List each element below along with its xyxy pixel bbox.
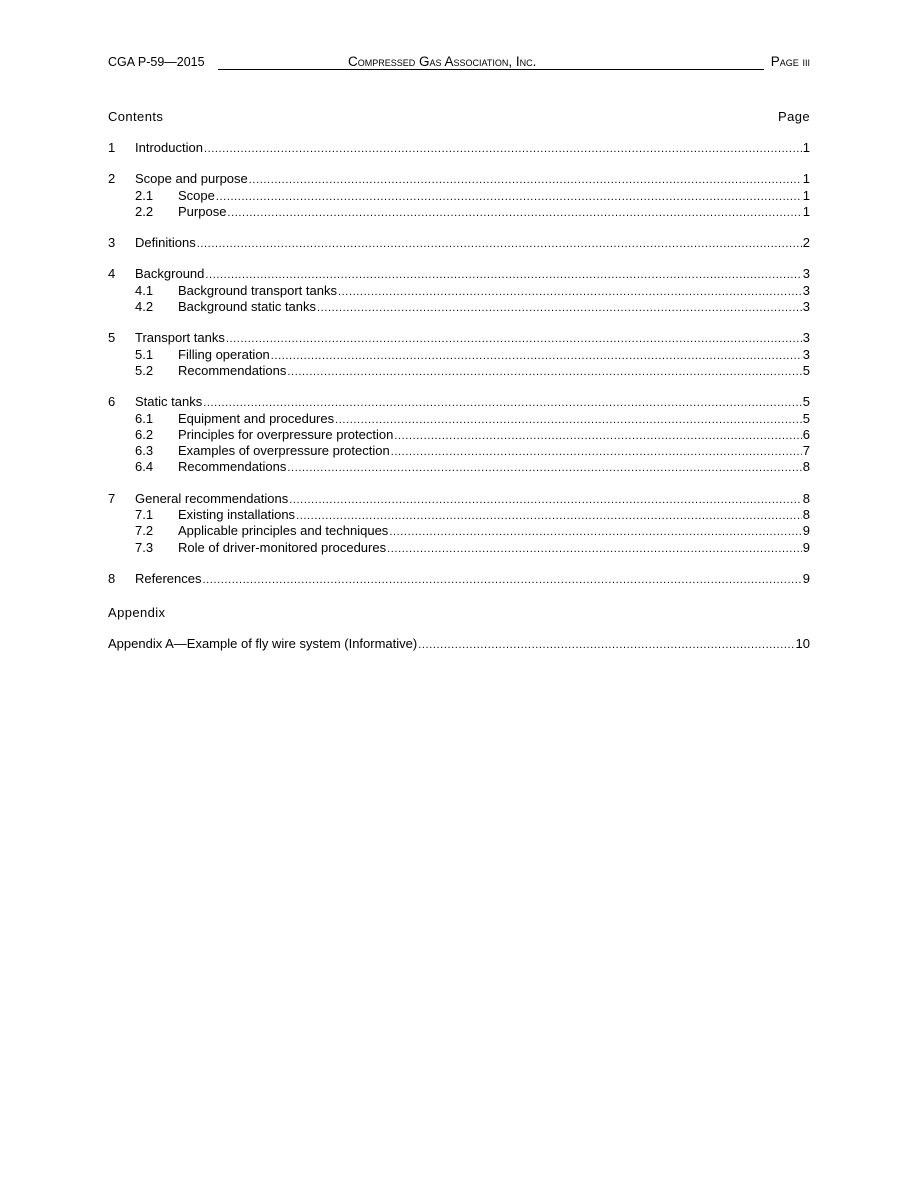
toc-subsection-entry[interactable] [108,523,810,539]
toc-subsection-entry[interactable] [108,459,810,475]
page-column-heading: Page [778,109,810,124]
dot-leader [216,189,802,205]
section-number: 5 [108,330,116,346]
dot-leader [287,364,801,380]
subsection-page: 5 [802,410,810,426]
toc-section-entry[interactable] [108,266,810,282]
subsection-title[interactable]: Filling operation [178,346,270,362]
subsection-page: 8 [802,507,810,523]
section-number: 2 [108,171,116,187]
subsection-page: 3 [802,282,810,298]
subsection-page: 1 [802,187,810,203]
dot-leader [197,236,802,252]
subsection-title[interactable]: Applicable principles and techniques [178,523,389,539]
subsection-number: 6.2 [135,426,154,442]
toc-subsection-entry[interactable] [108,283,810,299]
section-page: 3 [802,266,810,282]
dot-leader [271,348,802,364]
dot-leader [394,428,801,444]
subsection-title[interactable]: Background static tanks [178,299,317,315]
subsection-page: 9 [802,539,810,555]
toc-section-entry[interactable] [108,140,810,156]
section-number: 3 [108,235,116,251]
section-page: 1 [802,140,810,155]
section-spacer [108,556,810,571]
subsection-title[interactable]: Role of driver-monitored procedures [178,539,387,555]
subsection-page: 8 [802,459,810,475]
subsection-title[interactable]: Background transport tanks [178,282,337,298]
section-number: 8 [108,570,116,586]
dot-leader [418,637,794,653]
subsection-title[interactable]: Purpose [178,203,227,219]
section-spacer [108,476,810,491]
dot-leader [226,331,802,347]
section-page: 2 [802,235,810,251]
subsection-page: 9 [802,523,810,539]
section-page: 8 [802,490,810,506]
subsection-number: 6.4 [135,459,154,475]
appendix-title[interactable]: Appendix A—Example of fly wire system (Informative) [108,636,418,651]
section-page: 9 [802,570,810,586]
appendix-heading-row [108,605,810,620]
subsection-page: 3 [802,299,810,315]
subsection-title[interactable]: Recommendations [178,362,287,378]
section-title[interactable]: Introduction [135,140,203,155]
dot-leader [204,141,802,157]
toc-subsection-entry[interactable] [108,363,810,379]
dot-leader [338,284,802,300]
dot-leader [387,541,802,557]
section-title[interactable]: Definitions [135,235,196,251]
subsection-title[interactable]: Scope [178,187,215,203]
subsection-title[interactable]: Principles for overpressure protection [178,426,394,442]
subsection-title[interactable]: Equipment and procedures [178,410,335,426]
toc-subsection-entry[interactable] [108,299,810,315]
dot-leader [296,508,802,524]
subsection-page: 7 [802,443,810,459]
dot-leader [203,395,802,411]
section-title[interactable]: References [135,570,202,586]
section-page: 5 [802,394,810,410]
contents-heading: Contents [108,109,164,124]
toc-subsection-entry[interactable] [108,411,810,427]
dot-leader [205,267,801,283]
subsection-number: 7.3 [135,539,154,555]
table-of-contents [108,140,810,587]
toc-subsection-entry[interactable] [108,347,810,363]
section-number: 4 [108,266,116,282]
subsection-title[interactable]: Recommendations [178,459,287,475]
dot-leader [202,572,801,588]
appendix-heading: Appendix [108,605,166,620]
subsection-number: 6.1 [135,410,154,426]
section-page: 3 [802,330,810,346]
page-number: Page iii [770,54,810,69]
toc-section-entry[interactable] [108,571,810,587]
toc-subsection-entry[interactable] [108,540,810,556]
toc-section-entry[interactable] [108,171,810,187]
toc-subsection-entry[interactable] [108,427,810,443]
section-spacer [108,251,810,266]
page-header [108,55,810,71]
header-rule [218,69,764,70]
dot-leader [335,412,802,428]
section-spacer [108,379,810,394]
appendix-page: 10 [795,636,810,651]
subsection-number: 5.1 [135,346,154,362]
document-id: CGA P-59—2015 [108,55,205,69]
section-number: 1 [108,140,116,155]
dot-leader [287,460,801,476]
subsection-number: 5.2 [135,362,154,378]
subsection-title[interactable]: Existing installations [178,507,296,523]
section-spacer [108,220,810,235]
section-number: 6 [108,394,116,410]
section-title[interactable]: Transport tanks [135,330,225,346]
organization-name: Compressed Gas Association, Inc. [348,54,537,69]
toc-subsection-entry[interactable] [108,443,810,459]
section-title[interactable]: Static tanks [135,394,203,410]
subsection-number: 2.2 [135,203,154,219]
subsection-page: 1 [802,203,810,219]
dot-leader [227,205,801,221]
subsection-page: 5 [802,362,810,378]
subsection-number: 6.3 [135,443,154,459]
section-title[interactable]: Background [135,266,205,282]
section-spacer [108,156,810,171]
contents-heading-row [108,109,810,124]
section-title[interactable]: Scope and purpose [135,171,248,187]
subsection-page: 6 [802,426,810,442]
section-number: 7 [108,490,116,506]
toc-subsection-entry[interactable] [108,188,810,204]
toc-subsection-entry[interactable] [108,204,810,220]
section-page: 1 [802,171,810,187]
subsection-number: 4.2 [135,299,154,315]
toc-section-entry[interactable] [108,235,810,251]
section-title[interactable]: General recommendations [135,490,289,506]
dot-leader [289,492,802,508]
toc-section-entry[interactable] [108,330,810,346]
subsection-page: 3 [802,346,810,362]
dot-leader [389,524,801,540]
toc-section-entry[interactable] [108,491,810,507]
toc-section-entry[interactable] [108,394,810,410]
subsection-number: 7.1 [135,507,154,523]
subsection-number: 2.1 [135,187,154,203]
section-spacer [108,315,810,330]
dot-leader [391,444,802,460]
appendix-entry[interactable] [108,636,810,652]
dot-leader [249,172,802,188]
subsection-title[interactable]: Examples of overpressure protection [178,443,390,459]
dot-leader [317,300,802,316]
toc-subsection-entry[interactable] [108,507,810,523]
subsection-number: 4.1 [135,282,154,298]
subsection-number: 7.2 [135,523,154,539]
